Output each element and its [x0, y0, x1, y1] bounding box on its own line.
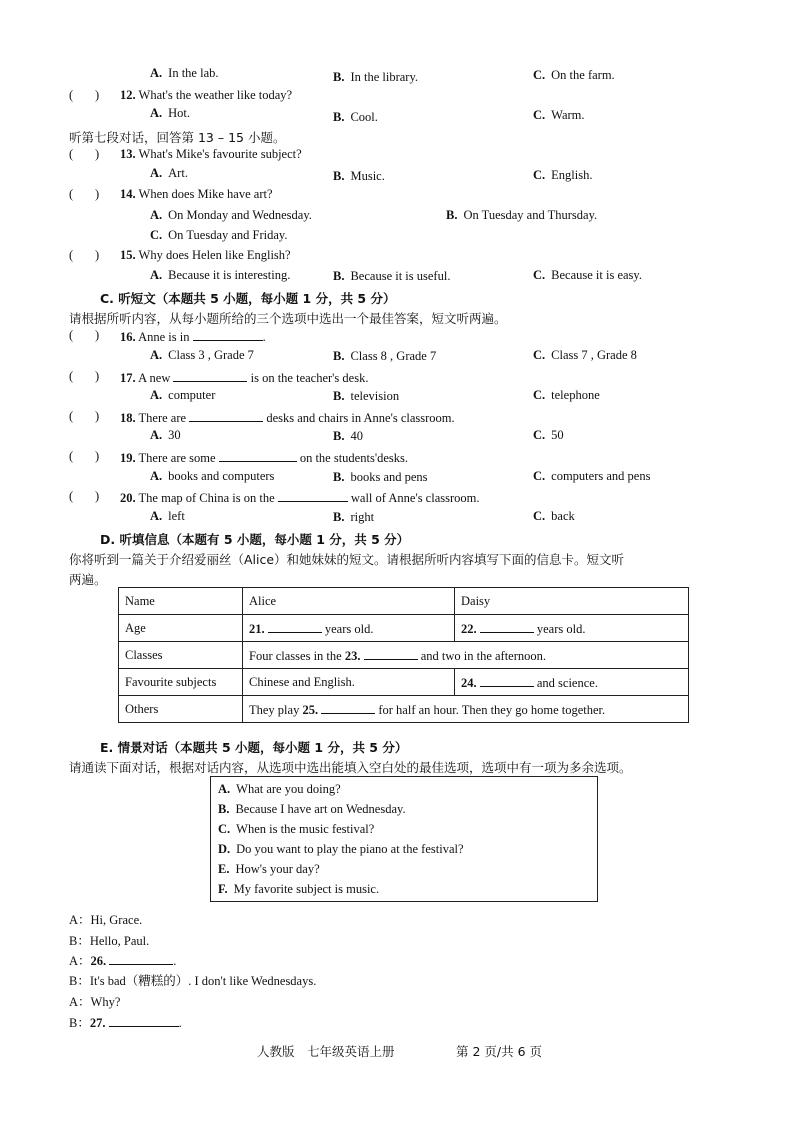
- q14-option-a[interactable]: A. On Monday and Wednesday.: [150, 208, 312, 222]
- table-row: [119, 615, 689, 642]
- q19-option-c[interactable]: C. computers and pens: [533, 469, 651, 483]
- blank-26[interactable]: [109, 952, 173, 965]
- header-alice: Alice: [243, 588, 455, 615]
- daisy-age-cell: 22. years old.: [455, 615, 689, 642]
- q16-option-b[interactable]: B. Class 8 , Grade 7: [333, 349, 437, 363]
- q15-option-b[interactable]: B. Because it is useful.: [333, 269, 451, 283]
- answer-bracket-14[interactable]: ( ): [69, 187, 100, 201]
- alice-fav-cell: Chinese and English.: [243, 669, 455, 696]
- part7-instruction: 听第七段对话，回答第 13 – 15 小题。: [69, 130, 286, 145]
- q17-option-a[interactable]: A. computer: [150, 388, 216, 402]
- table-row: [119, 696, 689, 723]
- q18-option-a[interactable]: A. 30: [150, 428, 181, 442]
- answer-bracket-16[interactable]: ( ): [69, 328, 100, 342]
- question-19: 19. There are some on the students'desks.: [120, 451, 408, 465]
- q11-option-a[interactable]: A. In the lab.: [150, 66, 219, 80]
- classes-cell: Four classes in the 23. and two in the afternoon.: [243, 642, 689, 669]
- blank-22[interactable]: [480, 620, 534, 633]
- q19-option-a[interactable]: A. books and computers: [150, 469, 275, 483]
- dialog-line: B：27. .: [69, 1016, 182, 1030]
- dialog-line: B：It's bad（糟糕的）. I don't like Wednesdays.: [69, 974, 317, 988]
- footer-book-title: 人教版 七年级英语上册: [257, 1044, 395, 1059]
- q12-option-a[interactable]: A. Hot.: [150, 106, 191, 120]
- q13-option-a[interactable]: A. Art.: [150, 166, 188, 180]
- table-row: [119, 642, 689, 669]
- question-17: 17. A new is on the teacher's desk.: [120, 371, 369, 385]
- q13-option-b[interactable]: B. Music.: [333, 169, 385, 183]
- row-label-others: Others: [119, 696, 243, 723]
- section-d-instruction: 你将听到一篇关于介绍爱丽丝（Alice）和她妹妹的短文。请根据所听内容填写下面的信息卡。短文听: [69, 552, 625, 567]
- blank-24[interactable]: [480, 674, 534, 687]
- others-cell: They play 25. for half an hour. Then they go home together.: [243, 696, 689, 723]
- answer-bracket-12[interactable]: ( ): [69, 88, 100, 102]
- answer-bracket-20[interactable]: ( ): [69, 489, 100, 503]
- option-f[interactable]: F. My favorite subject is music.: [218, 882, 380, 896]
- dialog-line: A：Why?: [69, 995, 121, 1009]
- q15-option-a[interactable]: A. Because it is interesting.: [150, 268, 291, 282]
- answer-bracket-17[interactable]: ( ): [69, 369, 100, 383]
- answer-bracket-19[interactable]: ( ): [69, 449, 100, 463]
- section-c-instruction: 请根据所听内容，从每小题所给的三个选项中选出一个最佳答案，短文听两遍。: [69, 311, 507, 326]
- blank-19[interactable]: [219, 449, 297, 462]
- q13-option-c[interactable]: C. English.: [533, 168, 593, 182]
- blank-25[interactable]: [321, 701, 375, 714]
- q16-option-c[interactable]: C. Class 7 , Grade 8: [533, 348, 637, 362]
- header-daisy: Daisy: [455, 588, 689, 615]
- option-a[interactable]: A. What are you doing?: [218, 782, 341, 796]
- section-e-title: E. 情景对话（本题共 5 小题，每小题 1 分，共 5 分）: [100, 740, 408, 755]
- options-box: [210, 776, 598, 902]
- blank-27[interactable]: [109, 1014, 179, 1027]
- question-13: 13. What's Mike's favourite subject?: [120, 147, 302, 161]
- daisy-fav-cell: 24. and science.: [455, 669, 689, 696]
- footer-page-number: 第 2 页/共 6 页: [456, 1044, 543, 1059]
- row-label-favourite: Favourite subjects: [119, 669, 243, 696]
- q17-option-c[interactable]: C. telephone: [533, 388, 600, 402]
- info-card-table: [118, 587, 689, 723]
- section-d-title: D. 听填信息（本题有 5 小题，每小题 1 分，共 5 分）: [100, 532, 410, 547]
- dialog-line: B：Hello, Paul.: [69, 934, 150, 948]
- header-name: Name: [119, 588, 243, 615]
- row-label-classes: Classes: [119, 642, 243, 669]
- blank-16[interactable]: [193, 328, 263, 341]
- section-c-title: C. 听短文（本题共 5 小题，每小题 1 分，共 5 分）: [100, 291, 396, 306]
- blank-23[interactable]: [364, 647, 418, 660]
- table-row: [119, 588, 689, 615]
- table-row: [119, 669, 689, 696]
- answer-bracket-18[interactable]: ( ): [69, 409, 100, 423]
- alice-age-cell: 21. years old.: [243, 615, 455, 642]
- q14-option-c[interactable]: C. On Tuesday and Friday.: [150, 228, 288, 242]
- q20-option-c[interactable]: C. back: [533, 509, 575, 523]
- dialog-line: A：26. .: [69, 954, 177, 968]
- answer-bracket-15[interactable]: ( ): [69, 248, 100, 262]
- q15-option-c[interactable]: C. Because it is easy.: [533, 268, 642, 282]
- q18-option-c[interactable]: C. 50: [533, 428, 564, 442]
- question-12: 12. What's the weather like today?: [120, 88, 293, 102]
- option-c[interactable]: C. When is the music festival?: [218, 822, 375, 836]
- question-14: 14. When does Mike have art?: [120, 187, 273, 201]
- q14-option-b[interactable]: B. On Tuesday and Thursday.: [446, 208, 598, 222]
- q18-option-b[interactable]: B. 40: [333, 429, 363, 443]
- section-e-instruction: 请通读下面对话，根据对话内容，从选项中选出能填入空白处的最佳选项，选项中有一项为多余选项。: [69, 760, 632, 775]
- question-20: 20. The map of China is on the wall of Anne's classroom.: [120, 491, 480, 505]
- blank-17[interactable]: [173, 369, 247, 382]
- q11-option-b[interactable]: B. In the library.: [333, 70, 419, 84]
- q16-option-a[interactable]: A. Class 3 , Grade 7: [150, 348, 254, 362]
- question-15: 15. Why does Helen like English?: [120, 248, 291, 262]
- option-e[interactable]: E. How's your day?: [218, 862, 320, 876]
- section-d-instruction-cont: 两遍。: [69, 572, 107, 587]
- answer-bracket-13[interactable]: ( ): [69, 147, 100, 161]
- q12-option-c[interactable]: C. Warm.: [533, 108, 585, 122]
- q20-option-a[interactable]: A. left: [150, 509, 185, 523]
- option-b[interactable]: B. Because I have art on Wednesday.: [218, 802, 406, 816]
- blank-18[interactable]: [189, 409, 263, 422]
- q19-option-b[interactable]: B. books and pens: [333, 470, 428, 484]
- q17-option-b[interactable]: B. television: [333, 389, 400, 403]
- option-d[interactable]: D. Do you want to play the piano at the festival?: [218, 842, 464, 856]
- blank-21[interactable]: [268, 620, 322, 633]
- blank-20[interactable]: [278, 489, 348, 502]
- question-16: 16. Anne is in .: [120, 330, 266, 344]
- q20-option-b[interactable]: B. right: [333, 510, 375, 524]
- q12-option-b[interactable]: B. Cool.: [333, 110, 378, 124]
- row-label-age: Age: [119, 615, 243, 642]
- question-18: 18. There are desks and chairs in Anne's classroom.: [120, 411, 455, 425]
- q11-option-c[interactable]: C. On the farm.: [533, 68, 615, 82]
- dialog-line: A：Hi, Grace.: [69, 913, 143, 927]
